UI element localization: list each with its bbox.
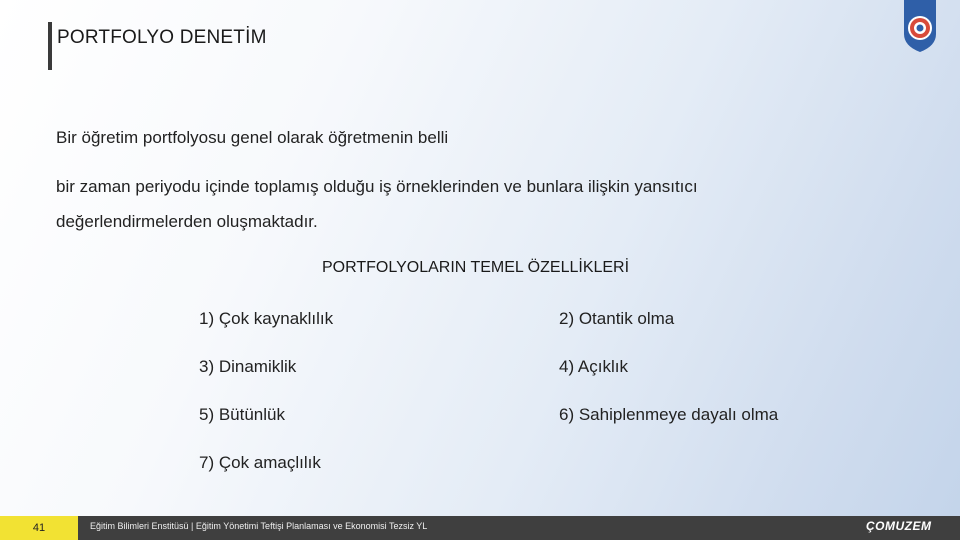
paragraph-line-3: değerlendirmelerden oluşmaktadır. [56,212,318,231]
feature-item: 5) Bütünlük [199,405,285,424]
paragraph-line-1: Bir öğretim portfolyosu genel olarak öğretmenin belli [56,128,449,147]
feature-item: 3) Dinamiklik [199,357,297,376]
feature-item: 2) Otantik olma [559,309,675,328]
paragraph-line-2: bir zaman periyodu içinde toplamış olduğu iş örneklerinden ve bunlara ilişkin yansıtıcı [56,177,698,196]
feature-item: 6) Sahiplenmeye dayalı olma [559,405,779,424]
brand-logo: ÇOMUZEM [866,519,932,533]
feature-item: 7) Çok amaçlılık [199,453,321,472]
feature-item: 4) Açıklık [559,357,628,376]
footer-text: Eğitim Bilimleri Enstitüsü | Eğitim Yönetimi Teftişi Planlaması ve Ekonomisi Tezsiz YL [90,521,428,531]
title-accent-bar [48,22,52,70]
features-heading: PORTFOLYOLARIN TEMEL ÖZELLİKLERİ [322,259,630,276]
slide-title: PORTFOLYO DENETİM [57,27,267,48]
feature-item: 1) Çok kaynaklılık [199,309,334,328]
university-seal-icon [900,0,940,52]
page-number: 41 [0,516,78,540]
